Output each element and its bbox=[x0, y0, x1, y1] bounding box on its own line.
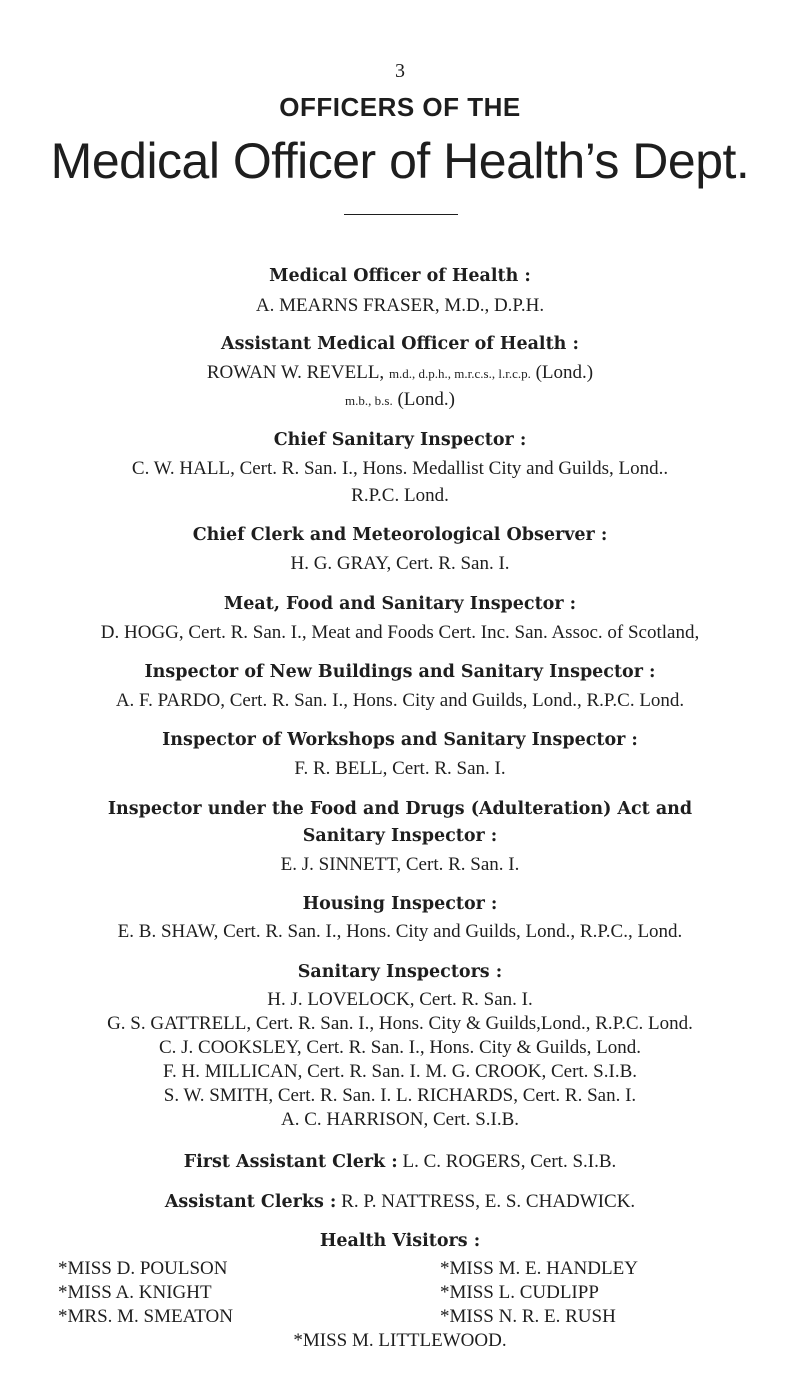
food-role-2: Sanitary Inspector : bbox=[302, 826, 498, 846]
csi-name-2: R.P.C. Lond. bbox=[351, 485, 449, 506]
health-visitor-3-left: *MRS. M. SMEATON bbox=[58, 1306, 233, 1327]
clerk-name: H. G. GRAY, Cert. R. San. I. bbox=[290, 553, 510, 574]
housing-name: E. B. SHAW, Cert. R. San. I., Hons. City and Guilds, Lond., R.P.C., Lond. bbox=[117, 921, 683, 942]
housing-role: Housing Inspector : bbox=[302, 894, 498, 914]
sanitary-inspector-5: S. W. SMITH, Cert. R. San. I. L. RICHARDS, Cert. R. San. I. bbox=[163, 1085, 637, 1106]
amoh-lond-2: (Lond.) bbox=[397, 389, 455, 410]
amoh-name-main: ROWAN W. REVELL, bbox=[206, 362, 385, 383]
first-assistant-clerk bbox=[0, 1151, 800, 1173]
csi-name: C. W. HALL, Cert. R. San. I., Hons. Medallist City and Guilds, Lond.. bbox=[131, 458, 669, 479]
amoh-degrees: m.b., b.s. bbox=[345, 393, 393, 408]
health-visitors-role: Health Visitors : bbox=[319, 1231, 481, 1251]
food-name: E. J. SINNETT, Cert. R. San. I. bbox=[280, 854, 520, 875]
health-visitor-2-right: *MISS L. CUDLIPP bbox=[440, 1282, 599, 1303]
title-line-2: Medical Officer of Health’s Dept. bbox=[50, 133, 750, 189]
buildings-role: Inspector of New Buildings and Sanitary Inspector : bbox=[144, 662, 656, 682]
meat-role: Meat, Food and Sanitary Inspector : bbox=[223, 594, 577, 614]
sanitary-inspectors-role: Sanitary Inspectors : bbox=[297, 962, 503, 982]
health-visitor-4: *MISS M. LITTLEWOOD. bbox=[293, 1330, 507, 1351]
health-visitor-1-right: *MISS M. E. HANDLEY bbox=[440, 1258, 638, 1279]
sanitary-inspector-2: G. S. GATTRELL, Cert. R. San. I., Hons. City & Guilds,Lond., R.P.C. Lond. bbox=[107, 1013, 693, 1034]
moh-name: A. MEARNS FRASER, M.D., D.P.H. bbox=[255, 295, 545, 316]
sanitary-inspector-1: H. J. LOVELOCK, Cert. R. San. I. bbox=[267, 989, 533, 1010]
first-assistant-clerk-role: First Assistant Clerk : bbox=[183, 1152, 398, 1172]
health-visitor-2-left: *MISS A. KNIGHT bbox=[58, 1282, 212, 1303]
buildings-name: A. F. PARDO, Cert. R. San. I., Hons. City and Guilds, Lond., R.P.C. Lond. bbox=[115, 690, 685, 711]
assistant-clerks-names: R. P. NATTRESS, E. S. CHADWICK. bbox=[341, 1191, 636, 1212]
title-line-1: OFFICERS OF THE bbox=[279, 92, 521, 122]
csi-role: Chief Sanitary Inspector : bbox=[273, 430, 527, 450]
amoh-name-2 bbox=[0, 389, 800, 411]
clerk-role: Chief Clerk and Meteorological Observer : bbox=[192, 525, 608, 545]
sanitary-inspector-3: C. J. COOKSLEY, Cert. R. San. I., Hons. City & Guilds, Lond. bbox=[158, 1037, 642, 1058]
amoh-qualifications: m.d., d.p.h., m.r.c.s., l.r.c.p. bbox=[388, 366, 531, 381]
divider-top bbox=[344, 214, 458, 215]
amoh-lond: (Lond.) bbox=[535, 362, 594, 383]
workshops-role: Inspector of Workshops and Sanitary Inspector : bbox=[162, 730, 638, 750]
amoh-name bbox=[0, 362, 800, 384]
sanitary-inspector-4: F. H. MILLICAN, Cert. R. San. I. M. G. CROOK, Cert. S.I.B. bbox=[162, 1061, 637, 1082]
health-visitor-3-right: *MISS N. R. E. RUSH bbox=[440, 1306, 616, 1327]
food-role-1: Inspector under the Food and Drugs (Adulteration) Act and bbox=[107, 799, 693, 819]
moh-role: Medical Officer of Health : bbox=[269, 266, 531, 286]
sanitary-inspector-6: A. C. HARRISON, Cert. S.I.B. bbox=[280, 1109, 520, 1130]
page-number: 3 bbox=[395, 60, 405, 82]
assistant-clerks-role: Assistant Clerks : bbox=[164, 1192, 337, 1212]
amoh-role: Assistant Medical Officer of Health : bbox=[221, 334, 579, 354]
assistant-clerks bbox=[0, 1191, 800, 1213]
first-assistant-clerk-name: L. C. ROGERS, Cert. S.I.B. bbox=[402, 1151, 617, 1172]
workshops-name: F. R. BELL, Cert. R. San. I. bbox=[294, 758, 506, 779]
meat-name: D. HOGG, Cert. R. San. I., Meat and Foods Cert. Inc. San. Assoc. of Scotland, bbox=[100, 622, 700, 643]
health-visitor-1-left: *MISS D. POULSON bbox=[58, 1258, 228, 1279]
